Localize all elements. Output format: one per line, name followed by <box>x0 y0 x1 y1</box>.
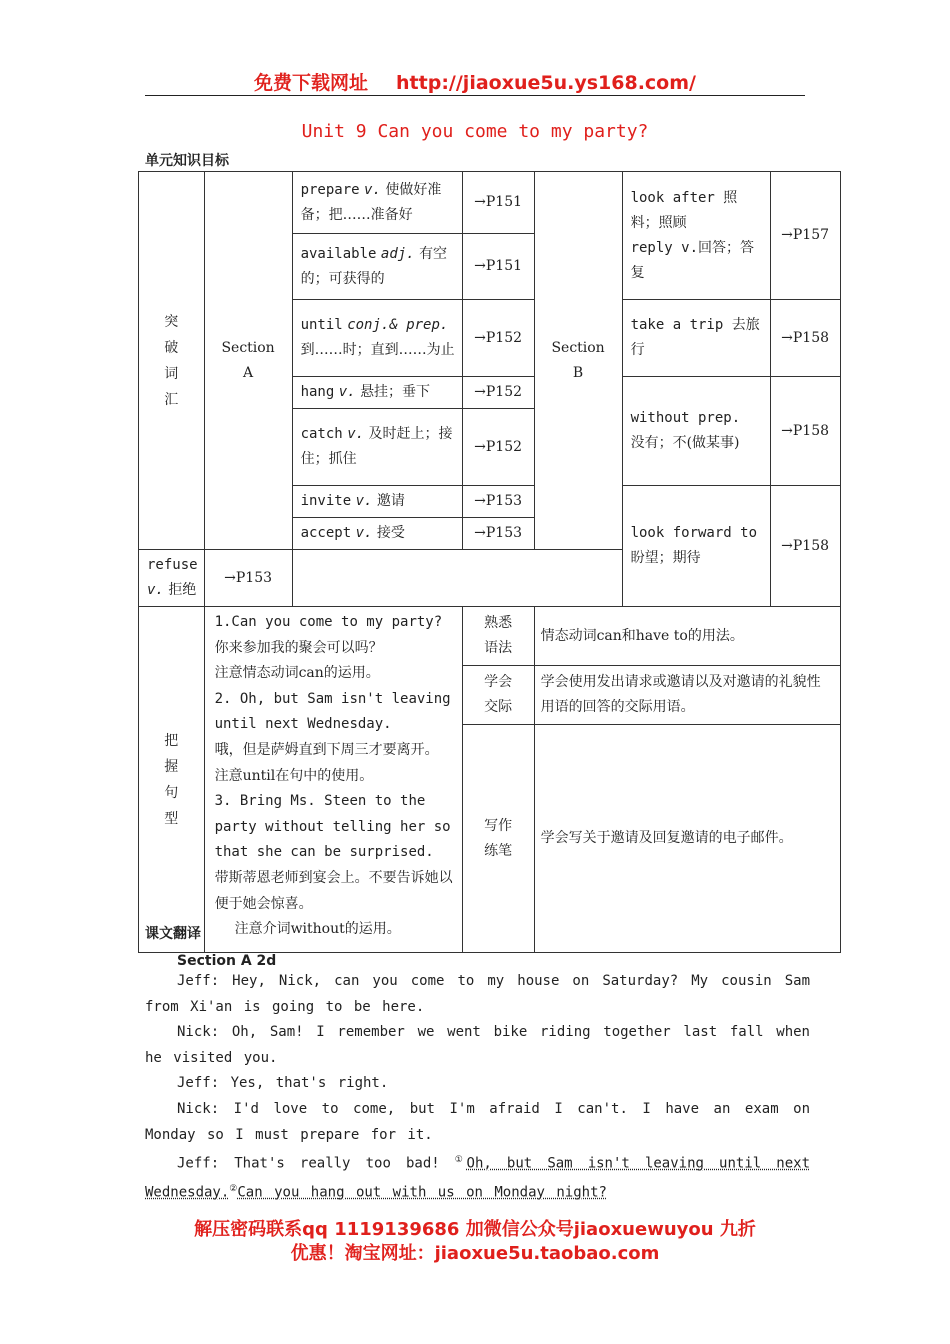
goal-label-writing: 写作 练笔 <box>462 725 534 953</box>
vocab-a-0 <box>292 172 462 234</box>
vocab-pos: conj.& prep. <box>347 317 449 333</box>
vocab-entry: reply v.回答；答复 <box>630 239 755 281</box>
goal-text-communication: 学会使用发出请求或邀请以及对邀请的礼貌性用语的回答的交际用语。 <box>534 666 840 725</box>
vocab-ref: →P158 <box>770 486 840 607</box>
page-footer <box>145 1218 805 1266</box>
vocab-word: refuse <box>147 557 198 573</box>
goal-text-grammar: 情态动词can和have to的用法。 <box>534 607 840 666</box>
note-mark-1: ① <box>454 1155 467 1166</box>
vocab-ref: →P152 <box>462 409 534 486</box>
footer-line-2: 优惠！淘宝网址：jiaoxue5u.taobao.com <box>290 1243 660 1264</box>
vocab-pos: v. <box>347 426 365 442</box>
dialogue-prefix: Jeff: That's really too bad! <box>177 1155 440 1172</box>
vocab-category: 突 破 词 汇 <box>139 172 205 550</box>
header-divider <box>145 95 805 96</box>
footer-line-1: 解压密码联系qq 1119139686 加微信公众号jiaoxuewuyou 九折 <box>194 1219 756 1240</box>
page-header <box>145 68 805 95</box>
vocab-meaning: 有空的；可获得的 <box>300 245 448 287</box>
dialogue-line: Jeff: Hey, Nick, can you come to my house on Saturday? My cousin Sam from Xi'an is going to be here. <box>145 973 810 1015</box>
section-b-label: Section B <box>534 172 622 550</box>
vocab-entry: without prep. <box>630 410 741 426</box>
vocab-ref: →P152 <box>462 300 534 377</box>
vocab-meaning: 使做好准备；把……准备好 <box>300 181 442 223</box>
vocab-meaning: 及时赶上；接住；抓住 <box>300 426 453 467</box>
vocab-ref: →P153 <box>462 486 534 518</box>
goal-label-communication: 学会 交际 <box>462 666 534 725</box>
vocab-entry: look after 照料；照顾 <box>630 189 738 231</box>
translation-section: Section A 2d <box>177 953 277 969</box>
dialogue-line: Nick: I'd love to come, but I'm afraid I can't. I have an exam on Monday so I must prepare for it. <box>145 1100 810 1143</box>
vocab-b-2 <box>622 377 770 486</box>
vocab-word: catch <box>300 426 343 442</box>
sentence-category: 把 握 句 型 <box>139 607 205 953</box>
vocab-b-1 <box>622 300 770 377</box>
goal-label-grammar: 熟悉 语法 <box>462 607 534 666</box>
vocab-word: accept <box>300 525 352 541</box>
header-label: 免费下载网址 <box>254 72 369 94</box>
text-translation <box>145 923 810 1207</box>
dialogue-line: Jeff: Yes, that's right. <box>177 1075 389 1092</box>
vocab-word: prepare <box>300 181 360 198</box>
goal-text-writing: 学会写关于邀请及回复邀请的电子邮件。 <box>534 725 840 953</box>
vocab-a-5 <box>292 486 462 518</box>
vocab-pos: v. <box>338 384 356 400</box>
vocab-ref: →P158 <box>770 300 840 377</box>
vocab-word: available <box>300 245 377 262</box>
sentence-2-zh: 哦，但是萨姆直到下周三才要离开。 <box>214 741 439 758</box>
vocab-a-3 <box>292 377 462 409</box>
dialogue-line <box>145 1148 810 1207</box>
vocab-meaning: 接受 <box>376 525 405 541</box>
vocab-entry: 没有；不(做某事) <box>630 435 740 451</box>
sentence-2-en: 2. Oh, but Sam isn't leaving until next Wednesday. <box>214 690 451 733</box>
sentence-3-note: 注意介词without的运用。 <box>234 921 401 938</box>
vocab-meaning: 拒绝 <box>168 582 197 598</box>
section-a-label: Section A <box>204 172 292 550</box>
sentence-1-zh: 你来参加我的聚会可以吗？ <box>214 639 383 656</box>
underlined-phrase-1: Oh, but Sam isn't leaving until next Wednesday. <box>145 1155 810 1202</box>
vocab-word: hang <box>300 384 335 400</box>
vocab-b-0 <box>622 172 770 300</box>
vocab-a-2 <box>292 300 462 377</box>
vocab-pos: v. <box>364 181 381 198</box>
vocab-ref: →P151 <box>462 172 534 234</box>
vocab-pos: v. <box>355 493 373 509</box>
knowledge-table <box>138 171 841 953</box>
sentence-1-note: 注意情态动词can的运用。 <box>214 665 380 682</box>
vocab-ref: →P158 <box>770 377 840 486</box>
sentence-3-en: 3. Bring Ms. Steen to the party without telling her so that she can be surprised. <box>214 793 451 861</box>
sentence-1-en: 1.Can you come to my party? <box>214 614 443 630</box>
vocab-entry: 盼望；期待 <box>630 550 701 566</box>
sentence-3-zh: 带斯蒂恩老师到宴会上。不要告诉她以便于她会惊喜。 <box>214 869 453 912</box>
note-mark-2: ② <box>229 1184 238 1195</box>
vocab-a-4 <box>292 409 462 486</box>
vocab-ref: →P152 <box>462 377 534 409</box>
translation-heading: 课文翻译 <box>145 926 201 942</box>
vocab-ref: →P153 <box>204 550 292 607</box>
dialogue-line: Nick: Oh, Sam! I remember we went bike riding together last fall when he visited you. <box>145 1024 810 1066</box>
vocab-meaning: 邀请 <box>376 493 405 509</box>
vocab-a-1 <box>292 234 462 300</box>
vocab-ref: →P151 <box>462 234 534 300</box>
vocab-meaning: 到……时；直到……为止 <box>300 342 455 358</box>
key-sentences <box>204 607 462 953</box>
vocab-word: invite <box>300 493 352 509</box>
vocab-pos: v. <box>355 525 373 541</box>
vocab-ref: →P157 <box>770 172 840 300</box>
header-url[interactable]: http://jiaoxue5u.ys168.com/ <box>396 72 696 94</box>
vocab-word: until <box>300 317 343 333</box>
vocab-meaning: 悬挂；垂下 <box>360 384 431 400</box>
vocab-pos: adj. <box>380 245 415 262</box>
vocab-pos: v. <box>147 582 164 598</box>
underlined-phrase-2: Can you hang out with us on Monday night? <box>237 1185 607 1202</box>
vocab-entry: take a trip 去旅行 <box>630 317 760 358</box>
vocab-entry: look forward to <box>630 525 758 541</box>
vocab-a-6 <box>292 518 462 550</box>
page-title: Unit 9 Can you come to my party? <box>301 121 649 142</box>
section-subtitle: 单元知识目标 <box>145 153 229 169</box>
vocab-a-7 <box>139 550 205 607</box>
sentence-2-note: 注意until在句中的使用。 <box>214 767 374 784</box>
vocab-b-4 <box>622 486 770 607</box>
vocab-ref: →P153 <box>462 518 534 550</box>
